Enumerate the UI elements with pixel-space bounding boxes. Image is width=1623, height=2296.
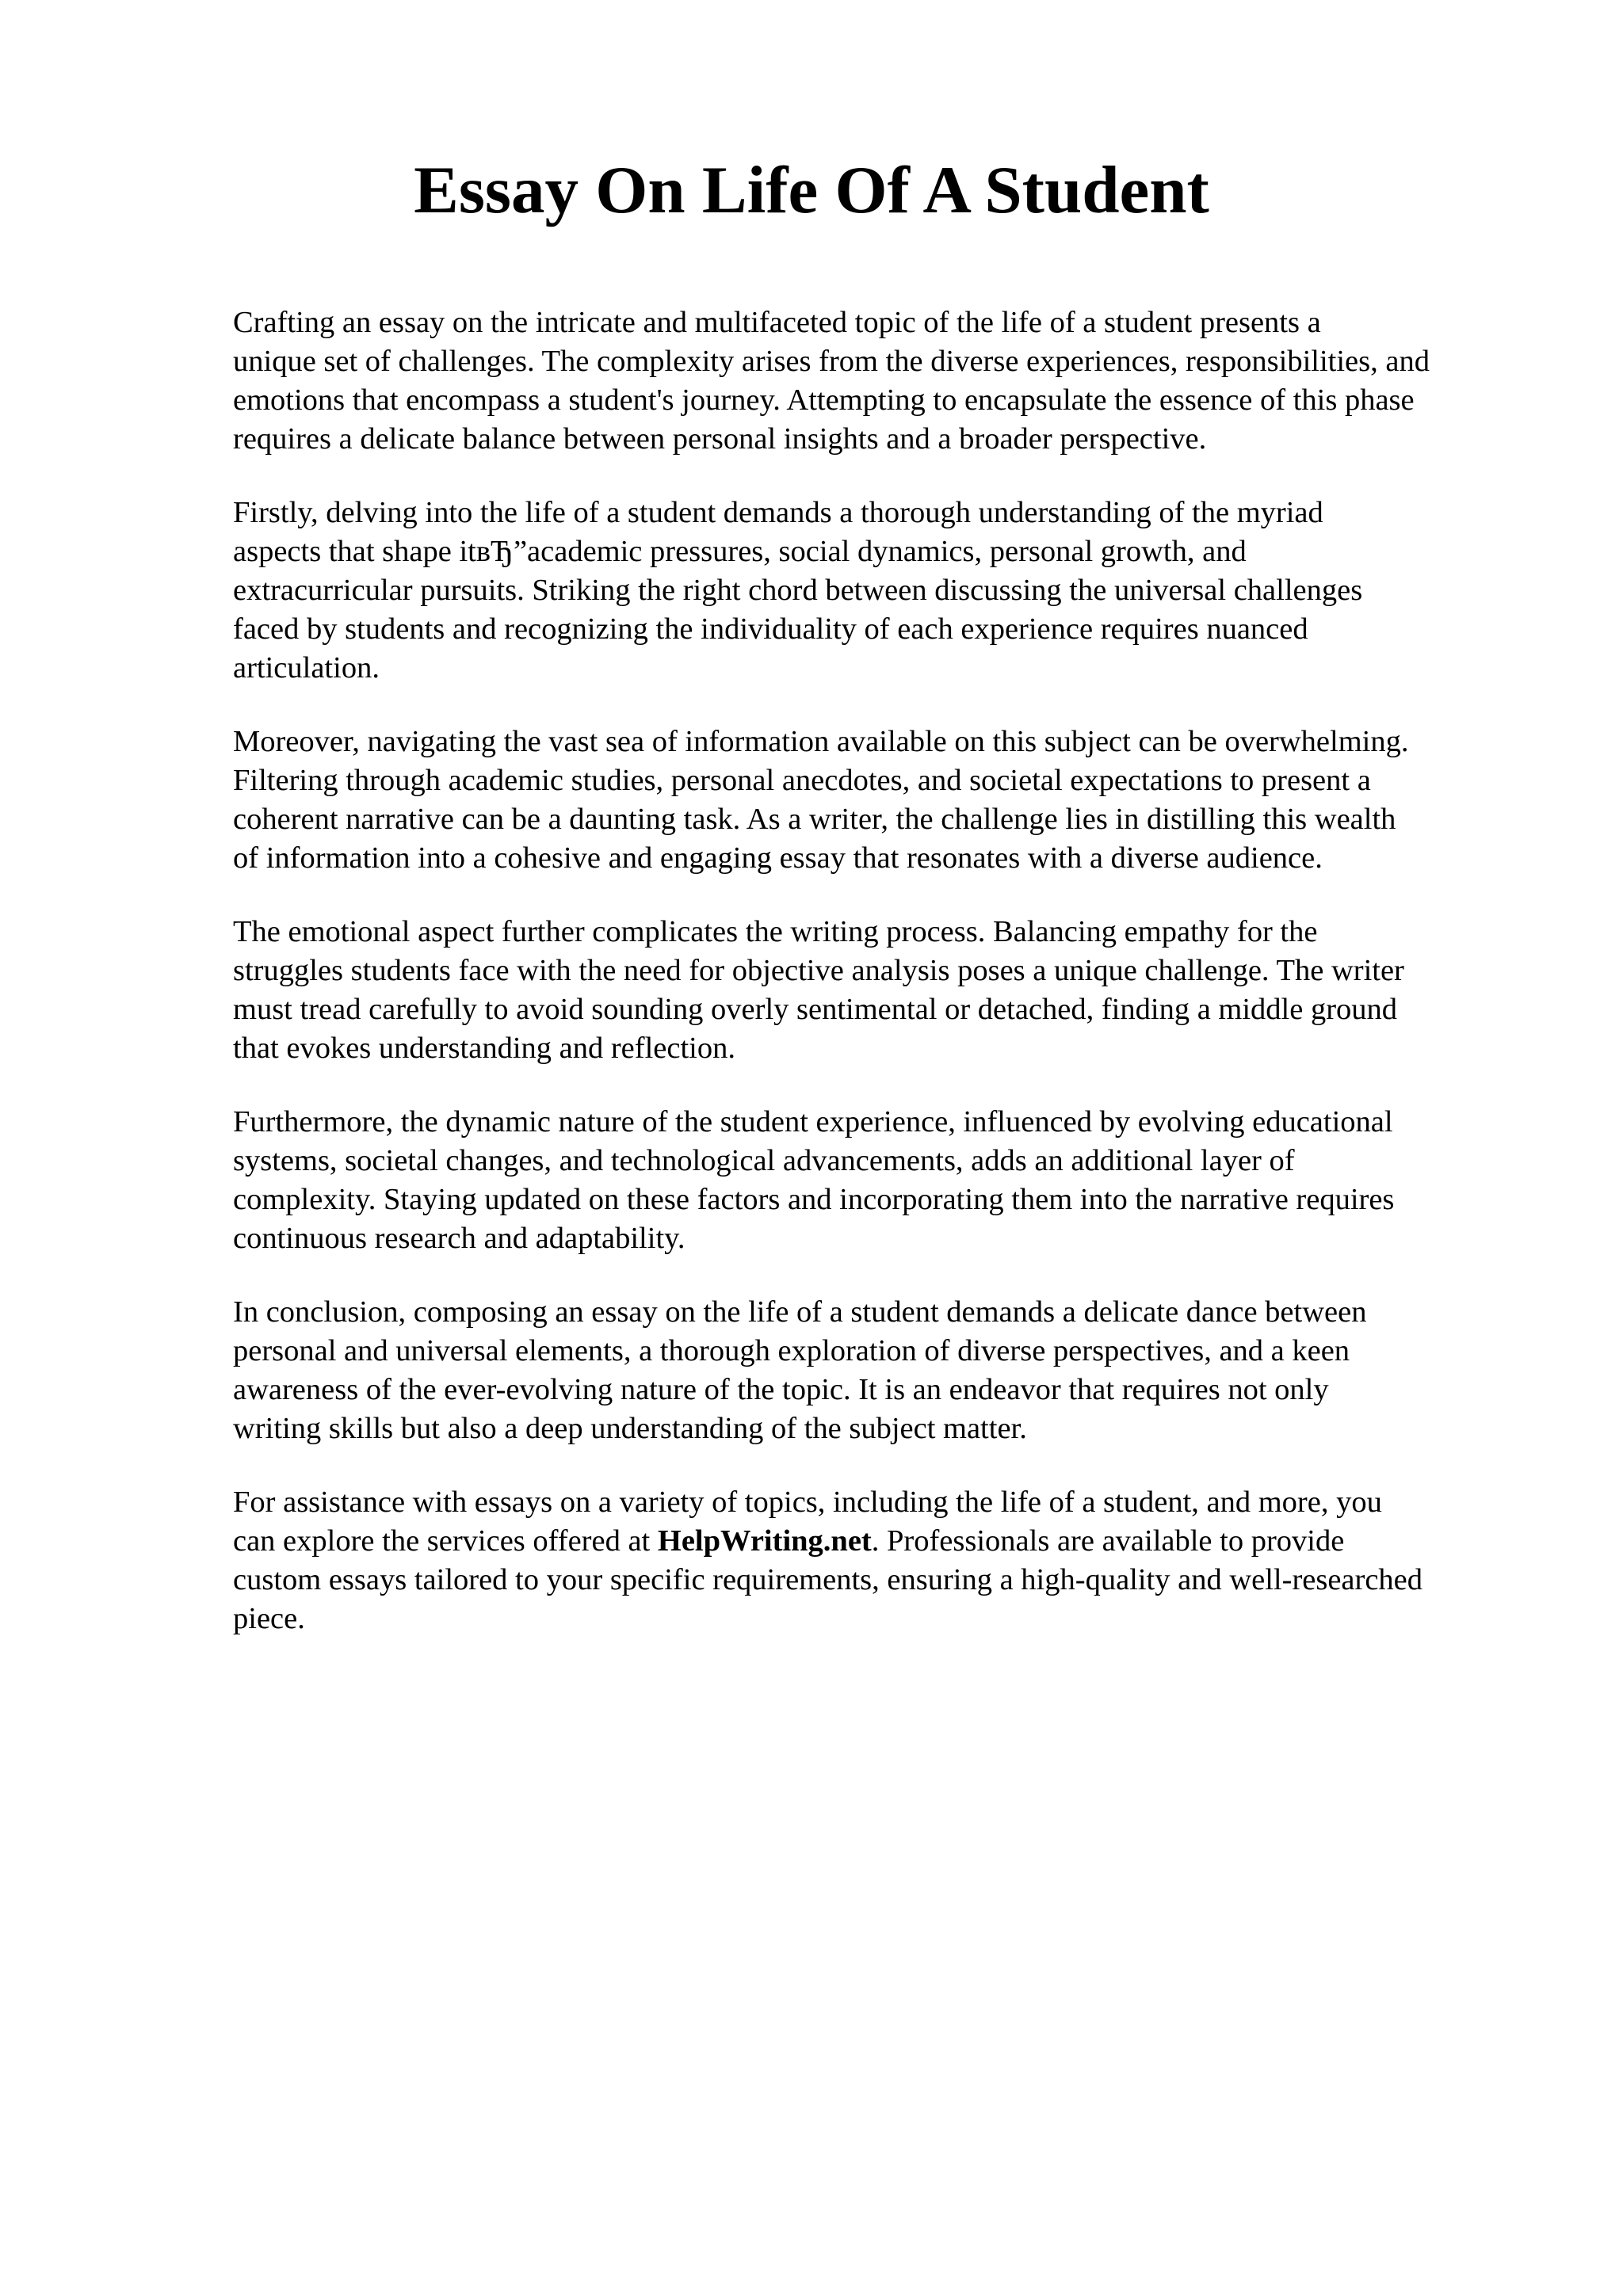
- essay-body: [233, 303, 1556, 1673]
- text-line: complexity. Staying updated on these factors and incorporating them into the narrative requires: [233, 1183, 1395, 1216]
- text-line: Crafting an essay on the intricate and multifaceted topic of the life of a student presents a: [233, 306, 1321, 339]
- text-line: The emotional aspect further complicates the writing process. Balancing empathy for the: [233, 915, 1318, 948]
- text-line: emotions that encompass a student's journey. Attempting to encapsulate the essence of this phase: [233, 383, 1415, 417]
- paragraph-4: [233, 913, 1556, 1068]
- paragraph-5: [233, 1103, 1556, 1258]
- text-line: piece.: [233, 1602, 305, 1635]
- text-line: coherent narrative can be a daunting task. As a writer, the challenge lies in distilling this wealth: [233, 803, 1396, 836]
- text-line: [233, 1522, 1556, 1561]
- paragraph-1: [233, 303, 1556, 459]
- text-line: requires a delicate balance between personal insights and a broader perspective.: [233, 422, 1207, 456]
- text-line: Furthermore, the dynamic nature of the student experience, influenced by evolving educational: [233, 1105, 1393, 1138]
- helpwriting-link[interactable]: HelpWriting.net: [657, 1524, 872, 1558]
- text-line: For assistance with essays on a variety of topics, including the life of a student, and more, you: [233, 1486, 1382, 1519]
- text-line: systems, societal changes, and technological advancements, adds an additional layer of: [233, 1144, 1295, 1177]
- text-line: must tread carefully to avoid sounding overly sentimental or detached, finding a middle ground: [233, 993, 1398, 1026]
- text-line: faced by students and recognizing the individuality of each experience requires nuanced: [233, 612, 1308, 646]
- text-line: aspects that shape itвЂ”academic pressures, social dynamics, personal growth, and: [233, 535, 1247, 568]
- page-title: Essay On Life Of A Student: [414, 153, 1209, 227]
- text-line: unique set of challenges. The complexity arises from the diverse experiences, responsibilities, and: [233, 345, 1430, 378]
- text-line: continuous research and adaptability.: [233, 1222, 685, 1255]
- text-line: custom essays tailored to your specific requirements, ensuring a high-quality and well-researched: [233, 1563, 1423, 1596]
- closing-text-before-link: can explore the services offered at: [233, 1524, 658, 1558]
- text-line: Moreover, navigating the vast sea of information available on this subject can be overwhelming.: [233, 725, 1409, 758]
- paragraph-2: [233, 494, 1556, 688]
- text-line: extracurricular pursuits. Striking the right chord between discussing the universal challenges: [233, 574, 1363, 607]
- text-line: Filtering through academic studies, personal anecdotes, and societal expectations to present a: [233, 764, 1371, 797]
- closing-paragraph: [233, 1483, 1556, 1638]
- text-line: struggles students face with the need for objective analysis poses a unique challenge. The writer: [233, 954, 1404, 987]
- paragraph-3: [233, 723, 1556, 878]
- text-line: awareness of the ever-evolving nature of the topic. It is an endeavor that requires not only: [233, 1373, 1329, 1406]
- text-line: that evokes understanding and reflection.: [233, 1032, 735, 1065]
- text-line: of information into a cohesive and engaging essay that resonates with a diverse audience.: [233, 841, 1323, 875]
- text-line: Firstly, delving into the life of a student demands a thorough understanding of the myriad: [233, 496, 1323, 529]
- closing-text-after-link: . Professionals are available to provide: [871, 1524, 1345, 1558]
- text-line: personal and universal elements, a thorough exploration of diverse perspectives, and a keen: [233, 1334, 1350, 1367]
- text-line: articulation.: [233, 651, 380, 685]
- text-line: In conclusion, composing an essay on the life of a student demands a delicate dance between: [233, 1295, 1367, 1329]
- paragraph-6: [233, 1293, 1556, 1448]
- text-line: writing skills but also a deep understanding of the subject matter.: [233, 1412, 1027, 1445]
